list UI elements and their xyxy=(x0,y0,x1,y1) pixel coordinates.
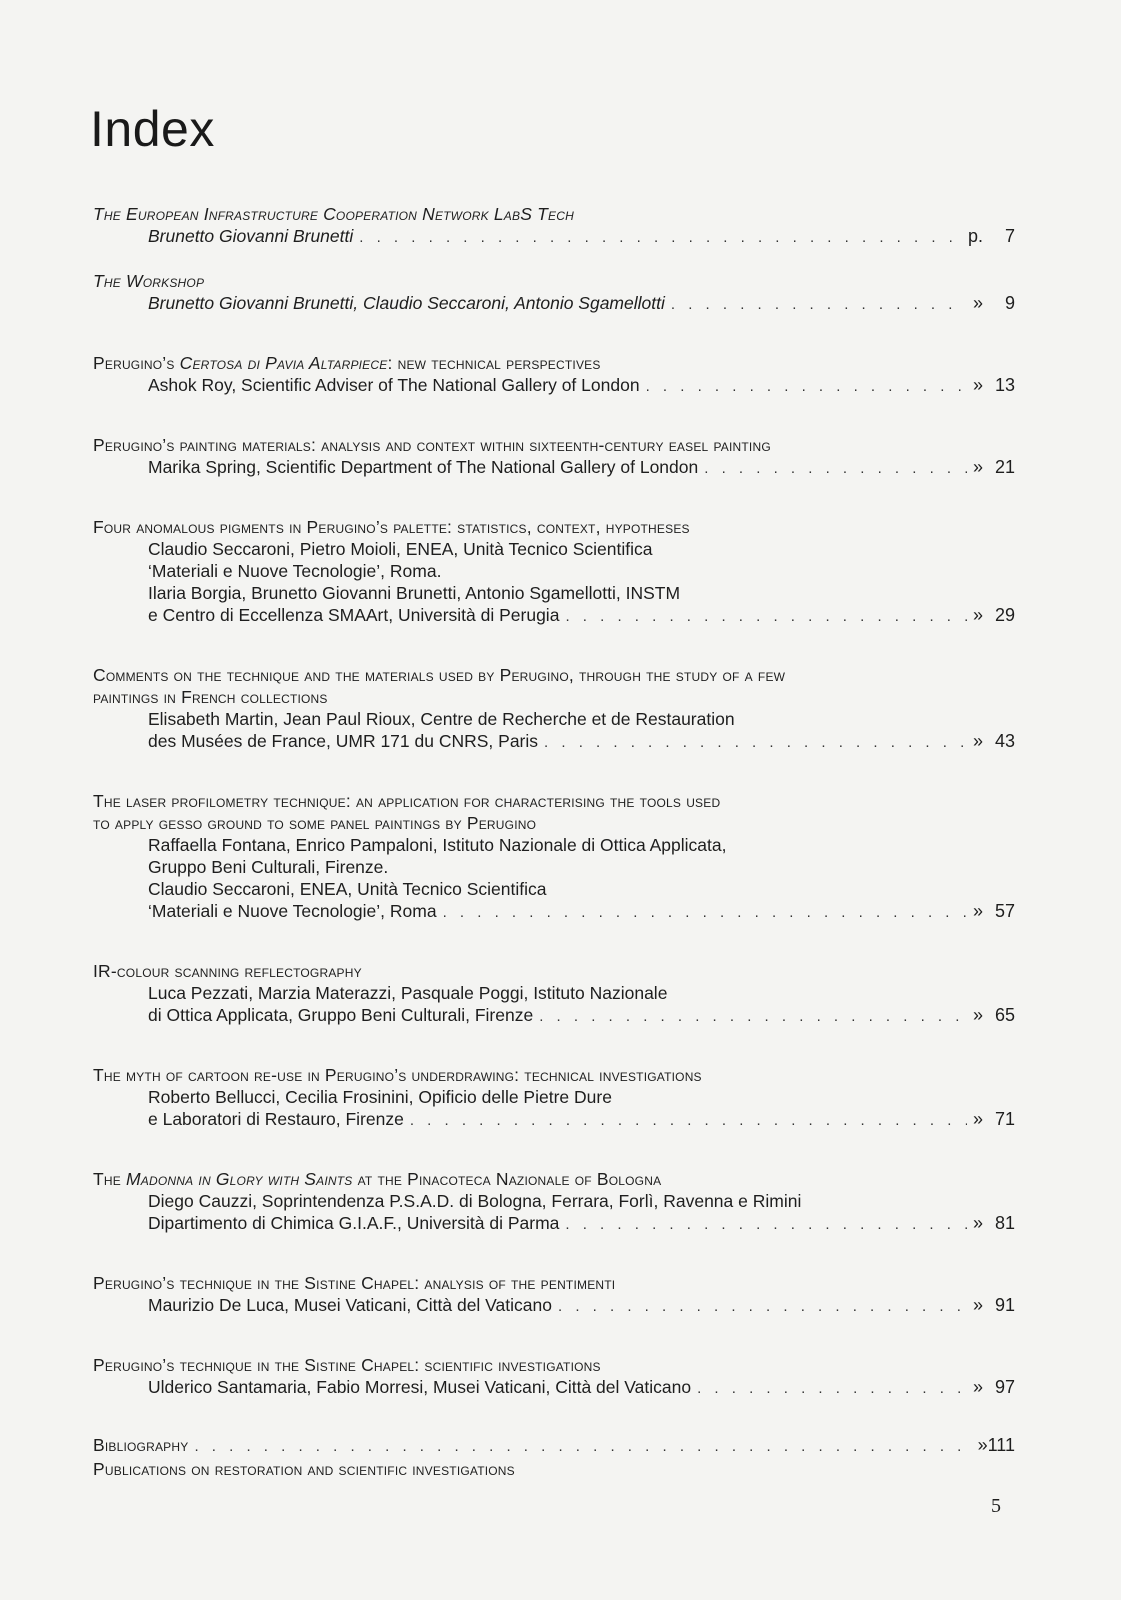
entry-leader-line xyxy=(93,1212,1015,1236)
entry-title: Perugino’s Certosa di Pavia Altarpiece: new technical perspectives xyxy=(93,353,601,373)
page-number: p. 7 xyxy=(967,226,1015,246)
entry-title: The Madonna in Glory with Saints at the Pinacoteca Nazionale of Bologna xyxy=(93,1169,662,1189)
entry-title: Perugino’s painting materials: analysis and context within sixteenth-century easel painting xyxy=(93,435,771,455)
entry-leader-line xyxy=(93,900,1015,924)
entry-leader-line xyxy=(93,1108,1015,1132)
page-number: » 97 xyxy=(972,1377,1015,1397)
entry-leader-line xyxy=(93,1376,1015,1400)
leader-dots xyxy=(704,458,967,480)
entry-authors: Maurizio De Luca, Musei Vaticani, Città del Vaticano xyxy=(148,1295,552,1315)
toc-entry[interactable] xyxy=(93,1064,1015,1132)
leader-dots xyxy=(558,1296,967,1318)
entry-affiliation: Dipartimento di Chimica G.I.A.F., Università di Parma xyxy=(148,1213,560,1233)
entry-affiliation: e Laboratori di Restauro, Firenze xyxy=(148,1109,404,1129)
entry-title: Perugino’s technique in the Sistine Chapel: analysis of the pentimenti xyxy=(93,1273,616,1293)
leader-dots xyxy=(539,1006,967,1028)
entry-leader-line xyxy=(93,225,1015,249)
entry-authors: Elisabeth Martin, Jean Paul Rioux, Centre de Recherche et de Restauration xyxy=(148,709,735,729)
page-number: » 43 xyxy=(972,731,1015,751)
page-number: » 21 xyxy=(972,457,1015,477)
entry-authors: Luca Pezzati, Marzia Materazzi, Pasquale Poggi, Istituto Nazionale xyxy=(148,983,668,1003)
entry-title: Bibliography xyxy=(93,1435,189,1455)
toc-entry[interactable] xyxy=(93,790,1015,924)
entry-authors: Raffaella Fontana, Enrico Pampaloni, Istituto Nazionale di Ottica Applicata, xyxy=(148,835,727,855)
entry-affiliation: ‘Materiali e Nuove Tecnologie’, Roma. xyxy=(148,561,442,581)
entry-title: Comments on the technique and the materials used by Perugino, through the study of a few xyxy=(93,665,786,685)
toc-entry[interactable] xyxy=(93,352,1015,398)
page-number: » 29 xyxy=(972,605,1015,625)
entry-leader-line xyxy=(93,604,1015,628)
leader-dots xyxy=(697,1378,967,1400)
entry-title: The myth of cartoon re-use in Perugino’s underdrawing: technical investigations xyxy=(93,1065,702,1085)
toc-entry-bibliography[interactable] xyxy=(93,1434,1015,1480)
leader-dots xyxy=(565,606,967,628)
page-folio: 5 xyxy=(991,1495,1001,1517)
entry-affiliation: Gruppo Beni Culturali, Firenze. xyxy=(148,857,389,877)
entry-authors: Marika Spring, Scientific Department of The National Gallery of London xyxy=(148,457,699,477)
entry-authors: Brunetto Giovanni Brunetti, Claudio Seccaroni, Antonio Sgamellotti xyxy=(148,293,665,313)
entry-authors: Roberto Bellucci, Cecilia Frosinini, Opificio delle Pietre Dure xyxy=(148,1087,612,1107)
leader-dots xyxy=(194,1436,971,1458)
entry-authors: Brunetto Giovanni Brunetti xyxy=(148,226,354,246)
entry-affiliation: di Ottica Applicata, Gruppo Beni Culturali, Firenze xyxy=(148,1005,534,1025)
entry-title: paintings in French collections xyxy=(93,687,328,707)
leader-dots xyxy=(646,376,967,398)
leader-dots xyxy=(544,732,967,754)
entry-leader-line xyxy=(93,1434,1015,1458)
leader-dots xyxy=(443,902,967,924)
page-number: » 13 xyxy=(972,375,1015,395)
toc-entry[interactable] xyxy=(93,960,1015,1028)
page-number: » 57 xyxy=(972,901,1015,921)
entry-authors: Diego Cauzzi, Soprintendenza P.S.A.D. di Bologna, Ferrara, Forlì, Ravenna e Rimini xyxy=(148,1191,802,1211)
entry-authors: Ashok Roy, Scientific Adviser of The National Gallery of London xyxy=(148,375,640,395)
page-number: » 65 xyxy=(972,1005,1015,1025)
entry-title: Four anomalous pigments in Perugino’s palette: statistics, context, hypotheses xyxy=(93,517,690,537)
entry-leader-line xyxy=(93,456,1015,480)
entry-leader-line xyxy=(93,1004,1015,1028)
leader-dots xyxy=(359,227,962,249)
leader-dots xyxy=(671,294,967,316)
entry-title: to apply gesso ground to some panel paintings by Perugino xyxy=(93,813,537,833)
entry-affiliation: des Musées de France, UMR 171 du CNRS, Paris xyxy=(148,731,539,751)
page-number: » 81 xyxy=(972,1213,1015,1233)
toc-entry[interactable] xyxy=(93,270,1015,316)
entry-title: Perugino’s technique in the Sistine Chapel: scientific investigations xyxy=(93,1355,601,1375)
page-number: » 9 xyxy=(972,293,1015,313)
toc-entry[interactable] xyxy=(93,1272,1015,1318)
page-number: » 71 xyxy=(972,1109,1015,1129)
entry-authors: Claudio Seccaroni, ENEA, Unità Tecnico Scientifica xyxy=(148,879,547,899)
entry-authors: Ulderico Santamaria, Fabio Morresi, Musei Vaticani, Città del Vaticano xyxy=(148,1377,692,1397)
entry-affiliation: ‘Materiali e Nuove Tecnologie’, Roma xyxy=(148,901,437,921)
toc-entry[interactable] xyxy=(93,1354,1015,1400)
entry-leader-line xyxy=(93,292,1015,316)
toc-entry[interactable] xyxy=(93,664,1015,754)
table-of-contents xyxy=(93,203,1015,1501)
page-number: »111 xyxy=(977,1435,1015,1455)
toc-entry[interactable] xyxy=(93,203,1015,249)
entry-leader-line xyxy=(93,374,1015,398)
entry-title: IR-colour scanning reflectography xyxy=(93,961,362,981)
entry-title: The laser profilometry technique: an application for characterising the tools used xyxy=(93,791,721,811)
entry-leader-line xyxy=(93,1294,1015,1318)
entry-affiliation: e Centro di Eccellenza SMAArt, Università di Perugia xyxy=(148,605,560,625)
toc-entry[interactable] xyxy=(93,1168,1015,1236)
toc-entry[interactable] xyxy=(93,434,1015,480)
entry-subtitle: Publications on restoration and scientific investigations xyxy=(93,1459,515,1479)
page-title: Index xyxy=(90,101,215,157)
entry-title: The European Infrastructure Cooperation Network LabS Tech xyxy=(93,204,574,224)
leader-dots xyxy=(565,1214,967,1236)
entry-authors: Claudio Seccaroni, Pietro Moioli, ENEA, Unità Tecnico Scientifica xyxy=(148,539,653,559)
entry-title: The Workshop xyxy=(93,271,205,291)
toc-entry[interactable] xyxy=(93,516,1015,628)
entry-leader-line xyxy=(93,730,1015,754)
entry-authors: Ilaria Borgia, Brunetto Giovanni Brunetti, Antonio Sgamellotti, INSTM xyxy=(148,583,681,603)
page-number: » 91 xyxy=(972,1295,1015,1315)
leader-dots xyxy=(410,1110,967,1132)
